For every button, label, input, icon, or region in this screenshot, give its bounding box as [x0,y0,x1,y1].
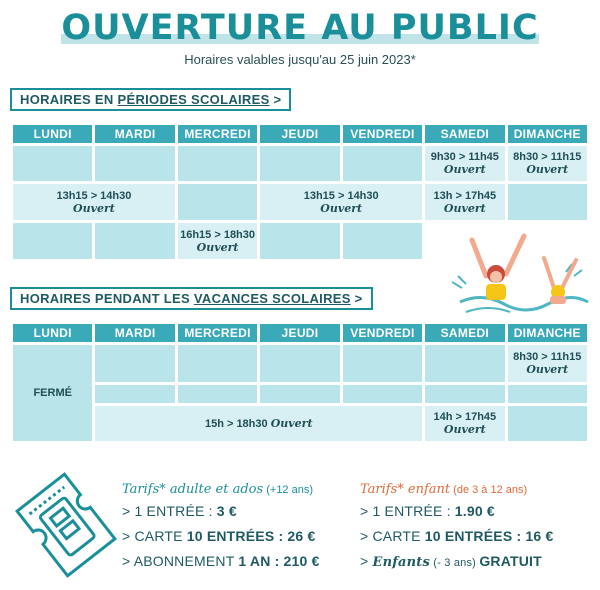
empty-cell [178,184,257,220]
slot-time: 13h > 17h45 [433,189,497,202]
holidays-table [10,321,590,444]
adult-prices-heading [122,482,320,497]
empty-cell [425,345,504,382]
empty-cell [260,385,339,403]
price-row [360,528,553,544]
day-header: VENDREDI [343,125,422,143]
holidays-label-link: VACANCES SCOLAIRES [193,291,351,306]
price-label: > CARTE [360,528,425,544]
slot-status: Ouvert [443,163,486,176]
empty-cell [425,385,504,403]
day-header: LUNDI [13,125,92,143]
empty-cell [95,385,174,403]
day-header: JEUDI [260,324,339,342]
header [0,0,600,67]
schedule-slot-jeudi-vendredi [260,184,422,220]
empty-cell [343,385,422,403]
empty-cell [95,345,174,382]
empty-cell [178,385,257,403]
slot-status: Ouvert [443,423,486,436]
day-header: MARDI [95,125,174,143]
price-value: 1 AN : 210 € [238,553,320,569]
empty-cell [260,223,339,259]
adult-prices [122,482,320,578]
day-header: MARDI [95,324,174,342]
price-label: > 1 ENTRÉE : [122,503,217,519]
slot-time: 13h15 > 14h30 [56,189,132,202]
day-header: DIMANCHE [508,125,587,143]
price-age: (- 3 ans) [430,557,480,569]
empty-cell [260,345,339,382]
ticket-icon [14,470,118,580]
price-row [122,528,320,544]
page-title: OUVERTURE AU PUBLIC [61,8,539,48]
empty-cell [13,223,92,259]
slot-time: 8h30 > 11h15 [513,151,582,163]
slot-time: 15h > 18h30 [204,418,268,430]
schedule-slot-mardi-vendredi [95,406,422,441]
empty-cell [343,345,422,382]
school-periods-label[interactable] [10,88,291,111]
schedule-slot-samedi-afternoon [425,184,504,220]
schedule-slot-mercredi [178,223,257,259]
empty-cell [508,385,587,403]
schedule-slot-lundi-mardi [13,184,175,220]
price-value: GRATUIT [479,553,542,569]
empty-cell [508,184,587,220]
price-row [122,553,320,569]
day-header: SAMEDI [425,125,504,143]
holidays-label-post: > [350,291,363,306]
day-header: JEUDI [260,125,339,143]
empty-cell [508,406,587,441]
slot-status: Ouvert [443,201,486,215]
empty-cell [13,146,92,181]
child-prices-heading [360,482,553,497]
price-label: > 1 ENTRÉE : [360,503,455,519]
slot-time: 9h30 > 11h45 [430,151,499,163]
slot-status: Ouvert [526,363,569,376]
price-row [360,553,553,570]
slot-time: 14h > 17h45 [433,411,497,423]
slot-time: 13h15 > 14h30 [303,189,379,202]
empty-cell [178,345,257,382]
empty-cell [95,223,174,259]
slot-status: Ouvert [320,201,363,215]
empty-cell [260,146,339,181]
empty-cell [343,223,422,259]
price-row [122,503,320,519]
slot-time: 8h30 > 11h15 [513,351,582,363]
swimmers-illustration [452,232,590,318]
price-label-italic: Enfants [372,555,431,570]
child-prices-heading-age: (de 3 à 12 ans) [450,484,528,496]
price-value: 1.90 € [454,503,495,519]
child-prices [360,482,553,579]
price-value: 10 ENTRÉES : 26 € [186,528,316,544]
school-periods-label-link: PÉRIODES SCOLAIRES [117,92,270,107]
adult-prices-heading-main: Tarifs* adulte et ados [122,482,264,497]
child-prices-heading-main: Tarifs* enfant [360,482,451,497]
empty-cell [178,146,257,181]
price-row [360,503,553,519]
slot-status: Ouvert [526,163,569,176]
adult-prices-heading-age: (+12 ans) [263,484,314,496]
holidays-label[interactable] [10,287,373,310]
page-subtitle: Horaires valables jusqu'au 25 juin 2023* [184,52,416,67]
schedule-slot-samedi [425,406,504,441]
schedule-slot-lundi-closed [13,345,92,441]
price-label: > ABONNEMENT [122,553,239,569]
holidays-label-pre: HORAIRES PENDANT LES [20,291,194,306]
empty-cell [343,146,422,181]
price-label: > CARTE [122,528,187,544]
day-header: DIMANCHE [508,324,587,342]
empty-cell [95,146,174,181]
day-header: MERCREDI [178,125,257,143]
price-value: 3 € [216,503,237,519]
price-label: > [360,553,373,569]
school-periods-label-post: > [269,92,282,107]
day-header: VENDREDI [343,324,422,342]
schedule-slot-dimanche [508,345,587,382]
schedule-slot-dimanche-morning [508,146,587,181]
price-value: 10 ENTRÉES : 16 € [424,528,554,544]
slot-status: Ouvert [72,201,115,215]
slot-status: FERMÉ [33,387,72,399]
day-header: LUNDI [13,324,92,342]
schedule-slot-samedi-morning [425,146,504,181]
school-periods-label-pre: HORAIRES EN [20,92,118,107]
slot-time: 16h15 > 18h30 [180,228,256,241]
day-header: MERCREDI [178,324,257,342]
day-header: SAMEDI [425,324,504,342]
slot-status: Ouvert [196,240,239,254]
slot-status: Ouvert [270,417,313,430]
